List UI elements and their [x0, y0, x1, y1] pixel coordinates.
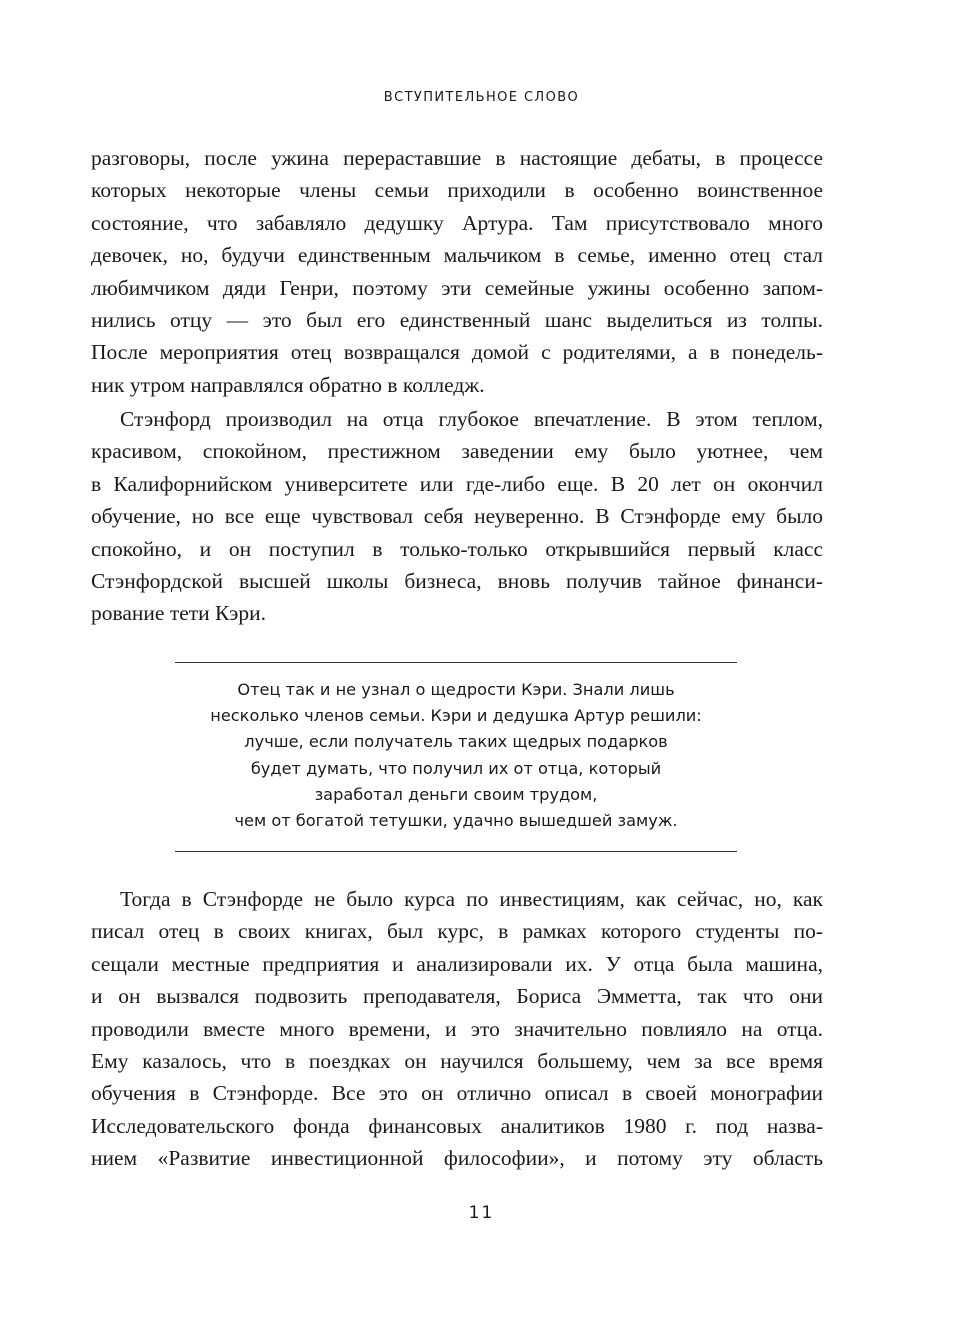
text-line: сещали местные предприятия и анализировали их. У отца была машина,: [91, 951, 823, 976]
pullquote-line: лучше, если получатель таких щедрых подарков: [244, 732, 668, 752]
pullquote-line: несколько членов семьи. Кэри и дедушка Артур решили:: [210, 706, 702, 726]
page-number: 11: [468, 1203, 495, 1223]
running-header: ВСТУПИТЕЛЬНОЕ СЛОВО: [383, 90, 580, 105]
text-line: нием «Развитие инвестиционной философии», и потому эту область: [91, 1146, 823, 1171]
pullquote-bottom-rule: [175, 851, 737, 852]
text-line: После мероприятия отец возвращался домой с родителями, а в понедель-: [91, 340, 823, 365]
text-line: состояние, что забавляло дедушку Артура. Там присутствовало много: [91, 210, 823, 235]
text-line: обучения в Стэнфорде. Все это он отлично описал в своей монографии: [91, 1081, 823, 1106]
text-line: любимчиком дяди Генри, поэтому эти семейные ужины особенно запом-: [91, 275, 823, 300]
text-line: разговоры, после ужина перераставшие в настоящие дебаты, в процессе: [91, 146, 823, 170]
text-line: и он вызвался подвозить преподавателя, Бориса Эмметта, так что они: [91, 984, 823, 1009]
text-line: красивом, спокойном, престижном заведении ему было уютнее, чем: [91, 439, 823, 464]
text-line: писал отец в своих книгах, был курс, в рамках которого студенты по-: [91, 919, 823, 944]
pullquote-top-rule: [175, 662, 737, 663]
pullquote-line: заработал деньги своим трудом,: [314, 784, 598, 804]
pullquote-line: будет думать, что получил их от отца, который: [250, 758, 662, 778]
text-line: Исследовательского фонда финансовых аналитиков 1980 г. под назва-: [91, 1113, 823, 1138]
paragraph-3: [91, 883, 823, 1175]
paragraph-1: [91, 142, 823, 401]
pullquote-line: чем от богатой тетушки, удачно вышедшей замуж.: [234, 811, 678, 831]
text-line: проводили вместе много времени, и это значительно повлияло на отца.: [91, 1016, 823, 1041]
paragraph-2: [91, 403, 823, 630]
text-line: в Калифорнийском университете или где-либо еще. В 20 лет он окончил: [91, 471, 823, 496]
text-line: нились отцу — это был его единственный шанс выделиться из толпы.: [91, 307, 823, 332]
text-line: девочек, но, будучи единственным мальчиком в семье, именно отец стал: [91, 243, 823, 268]
text-line: обучение, но все еще чувствовал себя неуверенно. В Стэнфорде ему было: [91, 504, 823, 529]
pullquote-line: Отец так и не узнал о щедрости Кэри. Знали лишь: [237, 680, 675, 699]
text-line: которых некоторые члены семьи приходили в особенно воинственное: [91, 178, 823, 203]
text-line: спокойно, и он поступил в только-только открывшийся первый класс: [91, 536, 823, 561]
text-line: рование тети Кэри.: [91, 601, 266, 626]
pullquote: [150, 677, 762, 834]
text-line: Стэнфордской высшей школы бизнеса, вновь получив тайное финанси-: [91, 568, 823, 593]
text-line: Тогда в Стэнфорде не было курса по инвестициям, как сейчас, но, как: [120, 887, 823, 911]
text-line: ник утром направлялся обратно в колледж.: [91, 372, 485, 397]
text-line: Ему казалось, что в поездках он научился большему, чем за все время: [91, 1048, 823, 1073]
text-line: Стэнфорд производил на отца глубокое впечатление. В этом теплом,: [120, 407, 823, 431]
